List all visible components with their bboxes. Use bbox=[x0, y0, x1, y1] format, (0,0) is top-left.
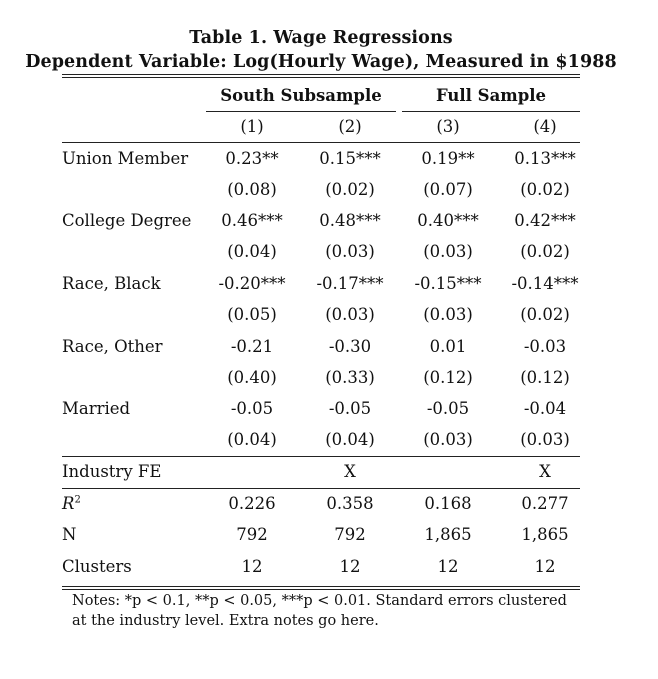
stat-cell: 0.277 bbox=[521, 494, 569, 513]
se-cell: (0.03) bbox=[325, 305, 375, 324]
table-notes bbox=[72, 591, 582, 631]
coef-cell: -0.05 bbox=[426, 399, 470, 418]
coef-cell: 0.42*** bbox=[514, 211, 576, 230]
row-label-clusters: Clusters bbox=[62, 557, 132, 576]
column-header-2: (2) bbox=[338, 117, 362, 136]
coef-cell: 0.46*** bbox=[221, 211, 283, 230]
se-cell: (0.03) bbox=[423, 430, 473, 449]
row-label-union-member: Union Member bbox=[62, 149, 189, 168]
coef-cell: -0.21 bbox=[230, 337, 274, 356]
row-label-race-other: Race, Other bbox=[62, 337, 163, 356]
column-header-1: (1) bbox=[240, 117, 264, 136]
table-subtitle: Dependent Variable: Log(Hourly Wage), Measured in $1988 bbox=[25, 52, 617, 72]
stat-cell: 0.168 bbox=[424, 494, 472, 513]
se-cell: (0.04) bbox=[325, 430, 375, 449]
stats-rule bbox=[62, 488, 580, 489]
coef-cell: -0.20*** bbox=[218, 274, 286, 293]
notes-line-2: at the industry level. Extra notes go here. bbox=[72, 613, 379, 629]
fe-cell: X bbox=[539, 462, 551, 481]
se-cell: (0.03) bbox=[325, 242, 375, 261]
group-header-full: Full Sample bbox=[435, 86, 547, 105]
group-underline-full bbox=[402, 111, 580, 112]
stat-cell: 1,865 bbox=[521, 525, 569, 544]
bottom-rule bbox=[62, 586, 580, 587]
se-cell: (0.33) bbox=[325, 368, 375, 387]
r-squared-exponent: 2 bbox=[74, 494, 81, 506]
row-label-college-degree: College Degree bbox=[62, 211, 192, 230]
se-cell: (0.02) bbox=[520, 180, 570, 199]
top-rule-inner bbox=[62, 77, 580, 78]
se-cell: (0.03) bbox=[423, 242, 473, 261]
se-cell: (0.12) bbox=[520, 368, 570, 387]
coef-cell: 0.15*** bbox=[319, 149, 381, 168]
notes-line-1: Notes: *p < 0.1, **p < 0.05, ***p < 0.01. Standard errors clustered bbox=[72, 593, 567, 609]
se-cell: (0.08) bbox=[227, 180, 277, 199]
row-label-industry-fe: Industry FE bbox=[62, 462, 162, 481]
coef-cell: -0.15*** bbox=[414, 274, 482, 293]
group-header-south: South Subsample bbox=[220, 86, 382, 105]
table-title: Table 1. Wage Regressions bbox=[189, 28, 453, 48]
column-header-3: (3) bbox=[436, 117, 460, 136]
coef-cell: -0.05 bbox=[328, 399, 372, 418]
stat-cell: 12 bbox=[437, 557, 459, 576]
r-squared-base: R bbox=[62, 494, 75, 513]
coef-cell: -0.05 bbox=[230, 399, 274, 418]
coef-cell: -0.03 bbox=[523, 337, 567, 356]
coef-cell: 0.40*** bbox=[417, 211, 479, 230]
coef-cell: 0.19** bbox=[421, 149, 475, 168]
coef-cell: -0.14*** bbox=[511, 274, 579, 293]
stat-cell: 1,865 bbox=[424, 525, 472, 544]
se-cell: (0.07) bbox=[423, 180, 473, 199]
row-label-married: Married bbox=[62, 399, 131, 418]
column-header-4: (4) bbox=[533, 117, 557, 136]
se-cell: (0.02) bbox=[520, 242, 570, 261]
coef-cell: 0.01 bbox=[429, 337, 467, 356]
se-cell: (0.12) bbox=[423, 368, 473, 387]
top-rule bbox=[62, 74, 580, 75]
stat-cell: 792 bbox=[236, 525, 268, 544]
group-underline-south bbox=[206, 111, 396, 112]
se-cell: (0.04) bbox=[227, 430, 277, 449]
stat-cell: 0.226 bbox=[228, 494, 276, 513]
fe-cell: X bbox=[344, 462, 356, 481]
se-cell: (0.02) bbox=[325, 180, 375, 199]
se-cell: (0.02) bbox=[520, 305, 570, 324]
stat-cell: 0.358 bbox=[326, 494, 374, 513]
coef-cell: 0.23** bbox=[225, 149, 279, 168]
bottom-rule-inner bbox=[62, 589, 580, 590]
coef-cell: -0.04 bbox=[523, 399, 567, 418]
coef-cell: -0.30 bbox=[328, 337, 372, 356]
se-cell: (0.03) bbox=[520, 430, 570, 449]
se-cell: (0.03) bbox=[423, 305, 473, 324]
coef-cell: -0.17*** bbox=[316, 274, 384, 293]
fe-rule bbox=[62, 456, 580, 457]
row-label-n: N bbox=[62, 525, 77, 544]
coef-cell: 0.13*** bbox=[514, 149, 576, 168]
row-label-r-squared bbox=[62, 494, 81, 514]
se-cell: (0.04) bbox=[227, 242, 277, 261]
header-rule bbox=[62, 142, 580, 143]
stat-cell: 12 bbox=[339, 557, 361, 576]
se-cell: (0.05) bbox=[227, 305, 277, 324]
coef-cell: 0.48*** bbox=[319, 211, 381, 230]
stat-cell: 12 bbox=[534, 557, 556, 576]
stat-cell: 792 bbox=[334, 525, 366, 544]
row-label-race-black: Race, Black bbox=[62, 274, 161, 293]
se-cell: (0.40) bbox=[227, 368, 277, 387]
stat-cell: 12 bbox=[241, 557, 263, 576]
